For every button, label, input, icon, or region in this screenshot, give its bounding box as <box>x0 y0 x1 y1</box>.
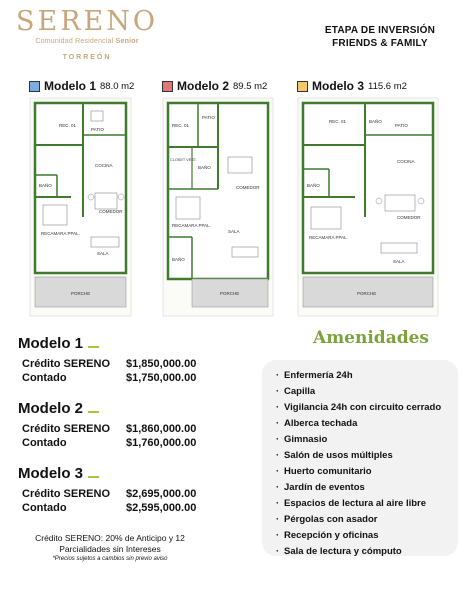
model-title-text: Modelo 2 <box>18 399 84 417</box>
bullet: · <box>276 530 280 541</box>
price-row-credito <box>18 487 218 501</box>
room-label: BAÑO <box>198 165 211 170</box>
pricing-section <box>18 333 218 528</box>
room-label: RECAMARA PPAL. <box>309 235 348 240</box>
plan-label-model-2 <box>162 78 274 94</box>
accent-dash <box>88 411 99 413</box>
color-swatch <box>162 81 173 92</box>
room-label: PATIO <box>91 127 104 132</box>
model-title-text: Modelo 1 <box>18 334 84 352</box>
list-item <box>276 448 458 464</box>
bullet: · <box>276 402 280 413</box>
list-item <box>276 512 458 528</box>
room-label: PATIO <box>202 115 215 120</box>
amenity-text: Huerto comunitario <box>284 466 372 477</box>
price-label: Contado <box>22 372 67 384</box>
bullet: · <box>276 418 280 429</box>
room-label: SALA <box>97 251 109 256</box>
model-title <box>18 463 218 483</box>
plan-drawing-model-3 <box>297 97 439 317</box>
list-item <box>276 544 458 560</box>
color-swatch <box>29 81 40 92</box>
amenity-text: Capilla <box>284 386 316 397</box>
room-label: COMEDOR <box>99 209 123 214</box>
bullet: · <box>276 386 280 397</box>
room-label: RECAMARA PPAL. <box>172 223 211 228</box>
price-label: Contado <box>22 502 67 514</box>
price-value: $2,695,000.00 <box>126 488 197 500</box>
model-title <box>18 398 218 418</box>
room-label: CLOSET VEST. <box>170 158 197 162</box>
list-item <box>276 480 458 496</box>
list-item <box>276 496 458 512</box>
amenity-text: Alberca techada <box>284 418 358 429</box>
bullet: · <box>276 370 280 381</box>
room-label: PORCHE <box>220 291 240 296</box>
amenities-list <box>262 360 458 556</box>
list-item <box>276 528 458 544</box>
room-label: RECAMARA PPAL. <box>41 231 80 236</box>
note-line-2: Parcialidades sin Intereses <box>59 544 161 554</box>
brand-subtitle-prefix: Comunidad Residencial <box>35 38 116 45</box>
bullet: · <box>276 450 280 461</box>
plan-area: 89.5 m2 <box>233 80 268 92</box>
pricing-model-1 <box>18 333 218 385</box>
note-line-1: Crédito SERENO: 20% de Anticipo y 12 <box>35 533 185 543</box>
room-label: PORCHE <box>71 291 91 296</box>
room-label: COMEDOR <box>236 185 260 190</box>
list-item <box>276 384 458 400</box>
list-item <box>276 432 458 448</box>
room-label: REC. 01 <box>329 119 347 124</box>
bullet: · <box>276 482 280 493</box>
amenity-text: Espacios de lectura al aire libre <box>284 498 427 509</box>
credit-note <box>14 533 206 563</box>
accent-dash <box>88 346 99 348</box>
floor-plan-model-1 <box>29 78 134 317</box>
price-row-contado <box>18 501 218 515</box>
bullet: · <box>276 514 280 525</box>
bullet: · <box>276 498 280 509</box>
plan-drawing-model-2 <box>162 97 274 317</box>
price-label: Crédito SERENO <box>22 488 111 500</box>
amenity-text: Pérgolas con asador <box>284 514 378 525</box>
room-label: BAÑO <box>172 257 185 262</box>
price-label: Crédito SERENO <box>22 423 111 435</box>
list-item <box>276 368 458 384</box>
room-label: BAÑO <box>307 183 320 188</box>
stage-line-2: FRIENDS & FAMILY <box>332 38 428 49</box>
amenity-text: Enfermería 24h <box>284 370 353 381</box>
amenities-title: Amenidades <box>313 328 429 348</box>
floor-plan-model-3 <box>297 78 439 317</box>
plan-label-model-3 <box>297 78 439 94</box>
price-value: $1,850,000.00 <box>126 358 197 370</box>
room-label: BAÑO <box>369 119 382 124</box>
amenity-text: Recepción y oficinas <box>284 530 379 541</box>
room-label: PORCHE <box>357 291 377 296</box>
stage-heading <box>325 24 435 50</box>
room-label: COMEDOR <box>397 215 421 220</box>
price-value: $2,595,000.00 <box>126 502 197 514</box>
amenity-text: Salón de usos múltiples <box>284 450 393 461</box>
room-label: REC. 01 <box>172 123 190 128</box>
price-label: Crédito SERENO <box>22 358 111 370</box>
amenity-text: Gimnasio <box>284 434 328 445</box>
room-label: COCINA <box>397 159 415 164</box>
list-item <box>276 464 458 480</box>
plan-area: 88.0 m2 <box>100 80 135 92</box>
accent-dash <box>88 476 99 478</box>
brand-subtitle-bold: Senior <box>115 38 139 45</box>
plan-name: Modelo 2 <box>177 79 230 93</box>
room-label: BAÑO <box>39 183 52 188</box>
plan-name: Modelo 3 <box>312 79 365 93</box>
brand-city: TORREÓN <box>62 54 112 61</box>
stage-line-1: ETAPA DE INVERSIÓN <box>324 25 435 36</box>
price-row-credito <box>18 357 218 371</box>
amenity-text: Vigilancia 24h con circuito cerrado <box>284 402 442 413</box>
plan-drawing-model-1 <box>29 97 132 317</box>
model-title <box>18 333 218 353</box>
plan-area: 115.6 m2 <box>368 80 407 92</box>
color-swatch <box>297 81 308 92</box>
price-value: $1,860,000.00 <box>126 423 197 435</box>
list-item <box>276 416 458 432</box>
note-fine-print: *Precios sujetos a cambios sin previo aviso <box>52 556 168 562</box>
pricing-model-3 <box>18 463 218 515</box>
plan-label-model-1 <box>29 78 134 94</box>
brand-name: SERENO <box>15 6 158 37</box>
price-row-contado <box>18 371 218 385</box>
amenity-text: Sala de lectura y cómputo <box>284 546 402 557</box>
room-label: REC. 01 <box>59 123 77 128</box>
list-item <box>276 400 458 416</box>
room-label: COCINA <box>95 163 113 168</box>
pricing-model-2 <box>18 398 218 450</box>
brand-logo <box>12 6 162 61</box>
room-label: SALA <box>228 229 240 234</box>
brand-subtitle <box>12 38 162 45</box>
bullet: · <box>276 546 280 557</box>
price-row-credito <box>18 422 218 436</box>
room-label: SALA <box>393 259 405 264</box>
price-label: Contado <box>22 437 67 449</box>
price-value: $1,760,000.00 <box>126 437 197 449</box>
model-title-text: Modelo 3 <box>18 464 84 482</box>
bullet: · <box>276 466 280 477</box>
price-value: $1,750,000.00 <box>126 372 197 384</box>
price-row-contado <box>18 436 218 450</box>
room-label: PATIO <box>395 123 408 128</box>
bullet: · <box>276 434 280 445</box>
amenity-text: Jardín de eventos <box>284 482 365 493</box>
plan-name: Modelo 1 <box>44 79 97 93</box>
floor-plan-model-2 <box>162 78 274 317</box>
